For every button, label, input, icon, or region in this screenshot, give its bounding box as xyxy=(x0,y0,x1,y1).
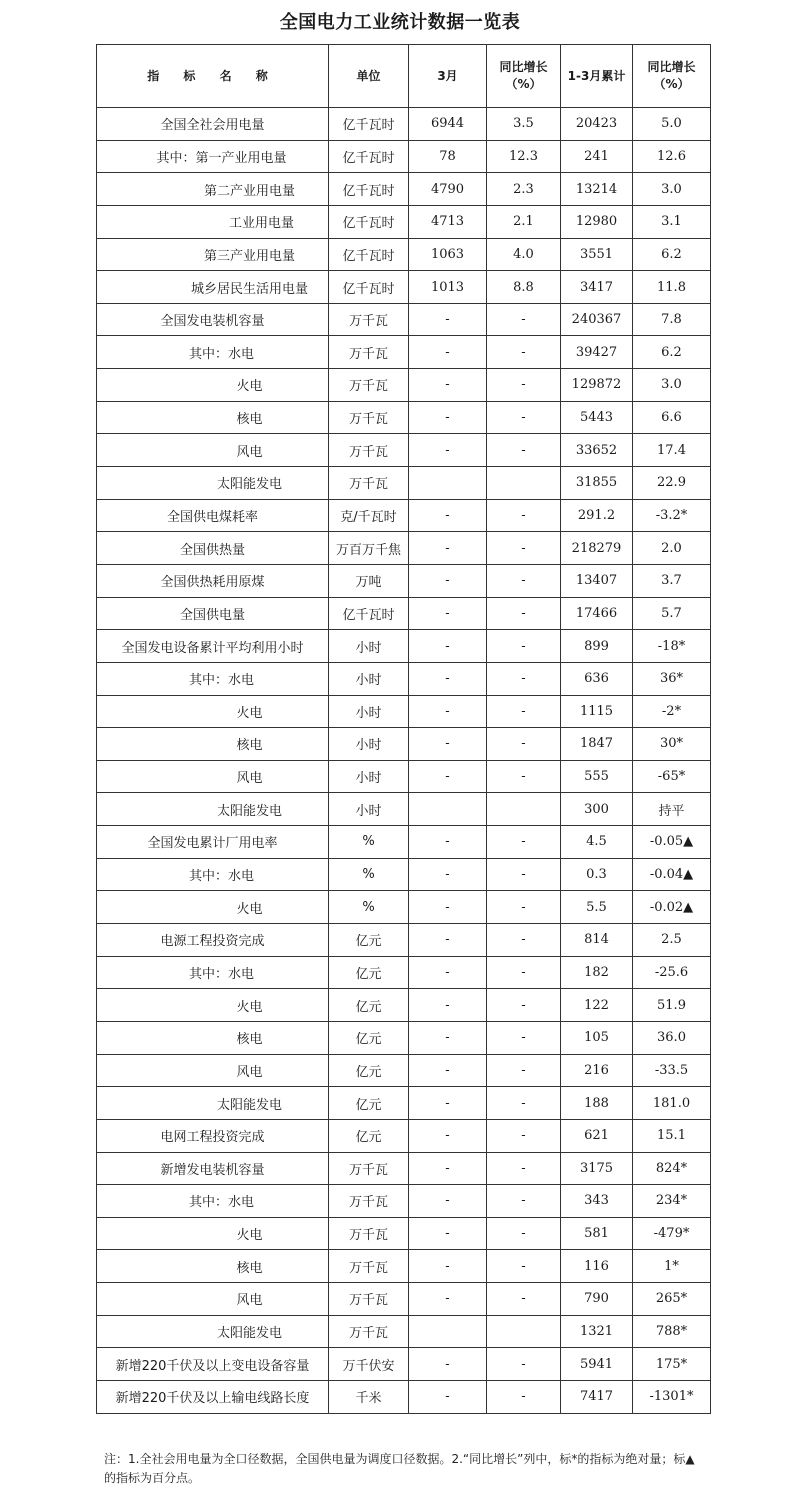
cell-name: 其中：水电 xyxy=(97,662,329,695)
cell-ytd: 3417 xyxy=(561,271,633,304)
table-row xyxy=(97,1348,711,1381)
cell-ytd: 1847 xyxy=(561,728,633,761)
cell-ytd: 899 xyxy=(561,630,633,663)
cell-name: 火电 xyxy=(97,989,329,1022)
table-row xyxy=(97,793,711,826)
cell-ytd: 3551 xyxy=(561,238,633,271)
cell-ytd: 7417 xyxy=(561,1380,633,1413)
table-row xyxy=(97,1185,711,1218)
cell-unit: 克/千瓦时 xyxy=(329,499,409,532)
cell-name: 其中：第一产业用电量 xyxy=(97,140,329,173)
cell-name: 风电 xyxy=(97,760,329,793)
cell-ytd-growth: 234* xyxy=(633,1185,711,1218)
table-row xyxy=(97,1152,711,1185)
cell-ytd-growth: 12.6 xyxy=(633,140,711,173)
cell-ytd-growth: -65* xyxy=(633,760,711,793)
cell-unit: 万千瓦 xyxy=(329,1315,409,1348)
cell-month: - xyxy=(409,858,487,891)
cell-month: - xyxy=(409,891,487,924)
cell-ytd-growth: 11.8 xyxy=(633,271,711,304)
cell-ytd: 5443 xyxy=(561,401,633,434)
cell-month-growth: - xyxy=(487,564,561,597)
cell-ytd-growth: 1* xyxy=(633,1250,711,1283)
cell-unit: 万千瓦 xyxy=(329,1283,409,1316)
cell-ytd-growth: 2.0 xyxy=(633,532,711,565)
cell-ytd: 636 xyxy=(561,662,633,695)
cell-name: 核电 xyxy=(97,1250,329,1283)
cell-month: - xyxy=(409,434,487,467)
cell-unit: 亿千瓦时 xyxy=(329,140,409,173)
table-row xyxy=(97,564,711,597)
cell-month-growth: - xyxy=(487,1054,561,1087)
cell-ytd-growth: 175* xyxy=(633,1348,711,1381)
cell-unit: 小时 xyxy=(329,760,409,793)
cell-name: 火电 xyxy=(97,369,329,402)
cell-month-growth: - xyxy=(487,336,561,369)
table-row xyxy=(97,173,711,206)
cell-ytd-growth: 5.7 xyxy=(633,597,711,630)
cell-ytd-growth: 6.2 xyxy=(633,336,711,369)
cell-ytd-growth: -0.02▲ xyxy=(633,891,711,924)
cell-ytd-growth: 持平 xyxy=(633,793,711,826)
table-row xyxy=(97,467,711,500)
table-row xyxy=(97,1250,711,1283)
cell-ytd-growth: -0.04▲ xyxy=(633,858,711,891)
cell-ytd-growth: 824* xyxy=(633,1152,711,1185)
cell-month-growth: - xyxy=(487,303,561,336)
table-row xyxy=(97,532,711,565)
cell-month: - xyxy=(409,760,487,793)
cell-ytd-growth: 788* xyxy=(633,1315,711,1348)
cell-ytd: 17466 xyxy=(561,597,633,630)
cell-name: 火电 xyxy=(97,695,329,728)
cell-name: 电网工程投资完成 xyxy=(97,1119,329,1152)
table-row xyxy=(97,1380,711,1413)
cell-month-growth: - xyxy=(487,401,561,434)
cell-unit: 小时 xyxy=(329,662,409,695)
cell-ytd: 129872 xyxy=(561,369,633,402)
cell-name: 其中：水电 xyxy=(97,1185,329,1218)
cell-unit: 小时 xyxy=(329,695,409,728)
cell-month-growth: - xyxy=(487,597,561,630)
page-title: 全国电力工业统计数据一览表 xyxy=(279,12,521,33)
statistics-table xyxy=(96,44,711,1414)
cell-ytd-growth: 36* xyxy=(633,662,711,695)
cell-ytd-growth: 2.5 xyxy=(633,924,711,957)
cell-unit: % xyxy=(329,891,409,924)
cell-unit: 千米 xyxy=(329,1380,409,1413)
cell-month: 6944 xyxy=(409,108,487,141)
cell-month-growth: - xyxy=(487,1283,561,1316)
cell-month-growth: - xyxy=(487,369,561,402)
cell-month-growth: - xyxy=(487,695,561,728)
cell-month-growth: 4.0 xyxy=(487,238,561,271)
cell-name: 电源工程投资完成 xyxy=(97,924,329,957)
cell-name: 工业用电量 xyxy=(97,205,329,238)
cell-month-growth: - xyxy=(487,434,561,467)
cell-month-growth: 2.3 xyxy=(487,173,561,206)
cell-name: 新增发电装机容量 xyxy=(97,1152,329,1185)
cell-ytd: 33652 xyxy=(561,434,633,467)
cell-month-growth: - xyxy=(487,662,561,695)
cell-month xyxy=(409,1315,487,1348)
cell-ytd-growth: 15.1 xyxy=(633,1119,711,1152)
cell-ytd: 1115 xyxy=(561,695,633,728)
cell-month: - xyxy=(409,728,487,761)
cell-unit: 亿千瓦时 xyxy=(329,271,409,304)
table-row xyxy=(97,924,711,957)
cell-month: - xyxy=(409,1250,487,1283)
cell-ytd: 555 xyxy=(561,760,633,793)
table-row xyxy=(97,108,711,141)
table-row xyxy=(97,1119,711,1152)
cell-name: 第三产业用电量 xyxy=(97,238,329,271)
table-header-row xyxy=(97,45,711,108)
cell-ytd-growth: -479* xyxy=(633,1217,711,1250)
cell-name: 太阳能发电 xyxy=(97,793,329,826)
cell-month-growth xyxy=(487,467,561,500)
cell-ytd: 240367 xyxy=(561,303,633,336)
cell-month: 4713 xyxy=(409,205,487,238)
cell-ytd: 122 xyxy=(561,989,633,1022)
cell-month-growth: - xyxy=(487,1348,561,1381)
cell-month-growth: - xyxy=(487,826,561,859)
cell-month: - xyxy=(409,1054,487,1087)
cell-unit: 小时 xyxy=(329,728,409,761)
cell-month: - xyxy=(409,499,487,532)
cell-month: - xyxy=(409,1021,487,1054)
cell-name: 全国供电煤耗率 xyxy=(97,499,329,532)
cell-ytd-growth: 3.7 xyxy=(633,564,711,597)
cell-name: 核电 xyxy=(97,401,329,434)
cell-unit: 亿千瓦时 xyxy=(329,173,409,206)
cell-month-growth: - xyxy=(487,1119,561,1152)
cell-ytd-growth: -3.2* xyxy=(633,499,711,532)
cell-ytd: 790 xyxy=(561,1283,633,1316)
cell-name: 全国供热量 xyxy=(97,532,329,565)
cell-month-growth: - xyxy=(487,956,561,989)
cell-unit: 亿千瓦时 xyxy=(329,238,409,271)
cell-month: - xyxy=(409,532,487,565)
cell-ytd: 241 xyxy=(561,140,633,173)
table-row xyxy=(97,1087,711,1120)
cell-month-growth: - xyxy=(487,1380,561,1413)
cell-month-growth: - xyxy=(487,924,561,957)
cell-unit: 万千瓦 xyxy=(329,303,409,336)
cell-month xyxy=(409,793,487,826)
table-row xyxy=(97,499,711,532)
cell-name: 全国发电装机容量 xyxy=(97,303,329,336)
cell-ytd: 116 xyxy=(561,1250,633,1283)
cell-ytd-growth: 265* xyxy=(633,1283,711,1316)
cell-month-growth: - xyxy=(487,499,561,532)
cell-month-growth: - xyxy=(487,1152,561,1185)
cell-month xyxy=(409,467,487,500)
cell-ytd-growth: 30* xyxy=(633,728,711,761)
cell-name: 城乡居民生活用电量 xyxy=(97,271,329,304)
cell-name: 其中：水电 xyxy=(97,336,329,369)
cell-ytd-growth: 6.6 xyxy=(633,401,711,434)
cell-month: - xyxy=(409,989,487,1022)
cell-month: - xyxy=(409,303,487,336)
cell-ytd-growth: -18* xyxy=(633,630,711,663)
table-row xyxy=(97,1315,711,1348)
cell-ytd: 3175 xyxy=(561,1152,633,1185)
cell-unit: 万千瓦 xyxy=(329,1185,409,1218)
cell-unit: 亿元 xyxy=(329,924,409,957)
cell-ytd: 31855 xyxy=(561,467,633,500)
cell-month: - xyxy=(409,630,487,663)
cell-ytd: 0.3 xyxy=(561,858,633,891)
cell-ytd: 5941 xyxy=(561,1348,633,1381)
cell-month-growth: - xyxy=(487,630,561,663)
cell-month: - xyxy=(409,695,487,728)
cell-ytd-growth: -25.6 xyxy=(633,956,711,989)
cell-unit: 小时 xyxy=(329,793,409,826)
cell-ytd-growth: -0.05▲ xyxy=(633,826,711,859)
cell-unit: 万千瓦 xyxy=(329,467,409,500)
cell-ytd: 105 xyxy=(561,1021,633,1054)
cell-ytd: 188 xyxy=(561,1087,633,1120)
table-row xyxy=(97,369,711,402)
cell-ytd-growth: 36.0 xyxy=(633,1021,711,1054)
cell-unit: 亿元 xyxy=(329,956,409,989)
cell-name: 全国供电量 xyxy=(97,597,329,630)
cell-month: - xyxy=(409,1152,487,1185)
cell-name: 火电 xyxy=(97,1217,329,1250)
cell-ytd: 13407 xyxy=(561,564,633,597)
cell-ytd-growth: 7.8 xyxy=(633,303,711,336)
header-ytd: 1-3月累计 xyxy=(561,45,633,108)
cell-month: - xyxy=(409,597,487,630)
cell-month: - xyxy=(409,1119,487,1152)
cell-ytd: 581 xyxy=(561,1217,633,1250)
cell-month-growth: - xyxy=(487,989,561,1022)
table-row xyxy=(97,695,711,728)
table-row xyxy=(97,728,711,761)
cell-ytd-growth: 3.1 xyxy=(633,205,711,238)
cell-name: 全国供热耗用原煤 xyxy=(97,564,329,597)
table-row xyxy=(97,989,711,1022)
cell-name: 太阳能发电 xyxy=(97,467,329,500)
cell-name: 其中：水电 xyxy=(97,956,329,989)
header-ytd-growth: 同比增长（%） xyxy=(633,45,711,108)
cell-unit: 万千瓦 xyxy=(329,434,409,467)
cell-ytd-growth: 17.4 xyxy=(633,434,711,467)
cell-name: 风电 xyxy=(97,434,329,467)
cell-month: - xyxy=(409,1283,487,1316)
cell-month-growth: 12.3 xyxy=(487,140,561,173)
cell-ytd: 218279 xyxy=(561,532,633,565)
cell-ytd: 5.5 xyxy=(561,891,633,924)
cell-unit: % xyxy=(329,858,409,891)
cell-month-growth: - xyxy=(487,1021,561,1054)
cell-month-growth: - xyxy=(487,1087,561,1120)
cell-ytd-growth: -2* xyxy=(633,695,711,728)
cell-unit: 万千瓦 xyxy=(329,401,409,434)
cell-name: 全国发电设备累计平均利用小时 xyxy=(97,630,329,663)
cell-month-growth: 2.1 xyxy=(487,205,561,238)
cell-ytd: 1321 xyxy=(561,1315,633,1348)
cell-ytd-growth: 3.0 xyxy=(633,173,711,206)
cell-month-growth xyxy=(487,1315,561,1348)
cell-ytd: 216 xyxy=(561,1054,633,1087)
cell-unit: 万千瓦 xyxy=(329,369,409,402)
table-row xyxy=(97,205,711,238)
cell-month: - xyxy=(409,826,487,859)
cell-month: - xyxy=(409,1087,487,1120)
cell-month-growth: - xyxy=(487,858,561,891)
cell-month: 4790 xyxy=(409,173,487,206)
cell-month: - xyxy=(409,1380,487,1413)
cell-ytd: 39427 xyxy=(561,336,633,369)
cell-unit: 万千瓦 xyxy=(329,1152,409,1185)
table-row xyxy=(97,760,711,793)
cell-month-growth: - xyxy=(487,760,561,793)
cell-name: 其中：水电 xyxy=(97,858,329,891)
cell-ytd-growth: 6.2 xyxy=(633,238,711,271)
cell-unit: 万千瓦 xyxy=(329,1217,409,1250)
table-row xyxy=(97,434,711,467)
cell-ytd: 20423 xyxy=(561,108,633,141)
cell-name: 风电 xyxy=(97,1054,329,1087)
cell-ytd: 621 xyxy=(561,1119,633,1152)
cell-name: 火电 xyxy=(97,891,329,924)
cell-month: - xyxy=(409,924,487,957)
cell-unit: 万百万千焦 xyxy=(329,532,409,565)
cell-unit: 亿千瓦时 xyxy=(329,597,409,630)
cell-ytd: 12980 xyxy=(561,205,633,238)
cell-month: - xyxy=(409,369,487,402)
cell-month: - xyxy=(409,336,487,369)
cell-unit: 亿元 xyxy=(329,1054,409,1087)
cell-month: - xyxy=(409,956,487,989)
cell-unit: 亿元 xyxy=(329,1021,409,1054)
cell-ytd-growth: -1301* xyxy=(633,1380,711,1413)
table-row xyxy=(97,401,711,434)
cell-ytd: 4.5 xyxy=(561,826,633,859)
cell-unit: 小时 xyxy=(329,630,409,663)
table-row xyxy=(97,1217,711,1250)
table-row xyxy=(97,140,711,173)
cell-unit: 万千伏安 xyxy=(329,1348,409,1381)
cell-month-growth: - xyxy=(487,728,561,761)
cell-name: 第二产业用电量 xyxy=(97,173,329,206)
cell-month-growth: - xyxy=(487,1250,561,1283)
cell-month: - xyxy=(409,1348,487,1381)
table-row xyxy=(97,891,711,924)
table-row xyxy=(97,336,711,369)
cell-unit: % xyxy=(329,826,409,859)
table-row xyxy=(97,303,711,336)
cell-month-growth: - xyxy=(487,1217,561,1250)
cell-name: 新增220千伏及以上输电线路长度 xyxy=(97,1380,329,1413)
table-row xyxy=(97,597,711,630)
cell-ytd-growth: 181.0 xyxy=(633,1087,711,1120)
cell-month-growth: 8.8 xyxy=(487,271,561,304)
table-row xyxy=(97,956,711,989)
table-row xyxy=(97,1054,711,1087)
table-row xyxy=(97,826,711,859)
cell-ytd: 13214 xyxy=(561,173,633,206)
cell-month-growth: - xyxy=(487,891,561,924)
table-row xyxy=(97,1021,711,1054)
footnote: 注：1.全社会用电量为全口径数据，全国供电量为调度口径数据。2.“同比增长”列中，标*的指标为绝对量；标▲的指标为百分点。 xyxy=(104,1452,695,1485)
table-body xyxy=(97,108,711,1414)
table-row xyxy=(97,271,711,304)
cell-ytd: 343 xyxy=(561,1185,633,1218)
table-row xyxy=(97,858,711,891)
cell-month-growth xyxy=(487,793,561,826)
cell-name: 核电 xyxy=(97,728,329,761)
cell-month: - xyxy=(409,1185,487,1218)
cell-month-growth: 3.5 xyxy=(487,108,561,141)
table-row xyxy=(97,1283,711,1316)
cell-name: 太阳能发电 xyxy=(97,1087,329,1120)
cell-ytd: 291.2 xyxy=(561,499,633,532)
cell-unit: 万千瓦 xyxy=(329,1250,409,1283)
cell-ytd: 814 xyxy=(561,924,633,957)
cell-ytd: 300 xyxy=(561,793,633,826)
cell-month: 1063 xyxy=(409,238,487,271)
cell-ytd-growth: 3.0 xyxy=(633,369,711,402)
cell-month: 78 xyxy=(409,140,487,173)
cell-unit: 亿千瓦时 xyxy=(329,108,409,141)
table-row xyxy=(97,238,711,271)
cell-month: - xyxy=(409,564,487,597)
cell-name: 风电 xyxy=(97,1283,329,1316)
header-unit: 单位 xyxy=(329,45,409,108)
cell-ytd: 182 xyxy=(561,956,633,989)
cell-month: 1013 xyxy=(409,271,487,304)
cell-month-growth: - xyxy=(487,532,561,565)
table-row xyxy=(97,630,711,663)
cell-ytd-growth: 22.9 xyxy=(633,467,711,500)
header-name: 指 标 名 称 xyxy=(97,45,329,108)
cell-unit: 亿千瓦时 xyxy=(329,205,409,238)
header-month-growth: 同比增长（%） xyxy=(487,45,561,108)
cell-month: - xyxy=(409,401,487,434)
cell-name: 全国发电累计厂用电率 xyxy=(97,826,329,859)
cell-month: - xyxy=(409,662,487,695)
cell-month-growth: - xyxy=(487,1185,561,1218)
cell-unit: 亿元 xyxy=(329,989,409,1022)
cell-ytd-growth: 51.9 xyxy=(633,989,711,1022)
header-month: 3月 xyxy=(409,45,487,108)
cell-unit: 亿元 xyxy=(329,1119,409,1152)
cell-ytd-growth: -33.5 xyxy=(633,1054,711,1087)
cell-name: 全国全社会用电量 xyxy=(97,108,329,141)
cell-name: 新增220千伏及以上变电设备容量 xyxy=(97,1348,329,1381)
table-row xyxy=(97,662,711,695)
cell-unit: 万吨 xyxy=(329,564,409,597)
cell-unit: 万千瓦 xyxy=(329,336,409,369)
cell-unit: 亿元 xyxy=(329,1087,409,1120)
cell-month: - xyxy=(409,1217,487,1250)
cell-name: 太阳能发电 xyxy=(97,1315,329,1348)
cell-ytd-growth: 5.0 xyxy=(633,108,711,141)
cell-name: 核电 xyxy=(97,1021,329,1054)
